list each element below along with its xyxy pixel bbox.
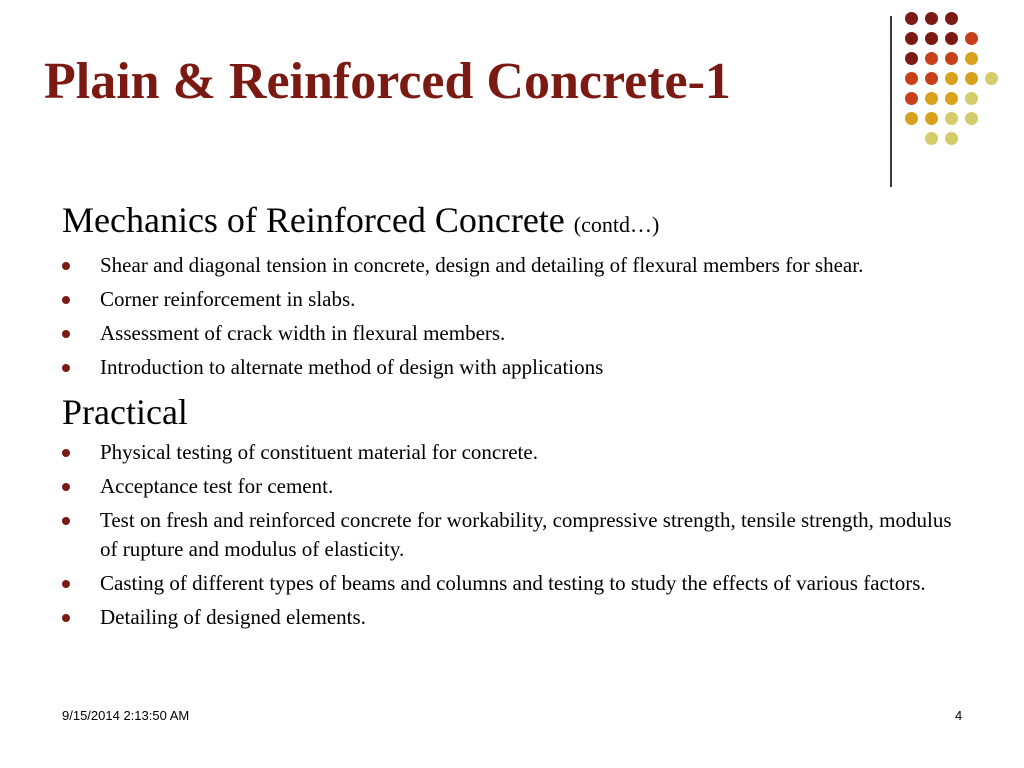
list-item-text: Test on fresh and reinforced concrete for workability, compressive strength, tensile strength, modulus of rupture and modulus of elasticity.: [100, 508, 952, 561]
list-item: [62, 506, 962, 564]
decorative-dot: [925, 92, 938, 105]
decorative-dot: [945, 52, 958, 65]
decorative-dot: [905, 32, 918, 45]
decorative-dot: [945, 92, 958, 105]
decorative-dot: [965, 72, 978, 85]
section-heading-practical: Practical: [62, 392, 188, 432]
decorative-dot: [925, 112, 938, 125]
bullet-list-practical: [62, 438, 962, 632]
decorative-dot: [965, 112, 978, 125]
list-item: [62, 285, 962, 314]
list-item-text: Introduction to alternate method of design with applications: [100, 355, 604, 379]
slide-body: [62, 196, 962, 637]
decorative-dot: [945, 32, 958, 45]
decorative-dot: [945, 132, 958, 145]
bullet-dot-icon: [62, 614, 70, 622]
list-item: [62, 603, 962, 632]
bullet-list-mechanics: [62, 251, 962, 382]
decorative-dot-grid: [905, 12, 1015, 172]
bullet-dot-icon: [62, 364, 70, 372]
section-heading-suffix: (contd…): [573, 212, 660, 237]
decorative-dot: [905, 92, 918, 105]
section-heading-text: Mechanics of Reinforced Concrete: [62, 200, 565, 240]
list-item: [62, 472, 962, 501]
list-item: [62, 319, 962, 348]
decorative-dot: [945, 72, 958, 85]
decorative-dot: [965, 92, 978, 105]
decorative-dot: [925, 132, 938, 145]
list-item: [62, 438, 962, 467]
bullet-dot-icon: [62, 330, 70, 338]
bullet-dot-icon: [62, 449, 70, 457]
bullet-dot-icon: [62, 483, 70, 491]
decorative-dot: [905, 72, 918, 85]
list-item: [62, 353, 962, 382]
bullet-dot-icon: [62, 580, 70, 588]
list-item-text: Casting of different types of beams and columns and testing to study the effects of various factors.: [100, 571, 926, 595]
decorative-dot: [965, 32, 978, 45]
bullet-dot-icon: [62, 517, 70, 525]
decorative-dot: [985, 72, 998, 85]
list-item: [62, 569, 962, 598]
list-item-text: Corner reinforcement in slabs.: [100, 287, 356, 311]
decorative-dot: [945, 112, 958, 125]
decorative-dot: [905, 112, 918, 125]
list-item-text: Detailing of designed elements.: [100, 605, 366, 629]
bullet-dot-icon: [62, 262, 70, 270]
decorative-dot: [965, 52, 978, 65]
decorative-dot: [925, 12, 938, 25]
list-item: [62, 251, 962, 280]
list-item-text: Physical testing of constituent material for concrete.: [100, 440, 538, 464]
list-item-text: Shear and diagonal tension in concrete, design and detailing of flexural members for shear.: [100, 253, 864, 277]
decorative-dot: [945, 12, 958, 25]
decorative-dot: [925, 32, 938, 45]
slide-title: Plain & Reinforced Concrete-1: [44, 53, 731, 110]
decorative-dot: [905, 52, 918, 65]
section-heading-mechanics: [62, 196, 962, 249]
decorative-dot: [905, 12, 918, 25]
decorative-dot: [925, 52, 938, 65]
footer-page-number: 4: [955, 708, 963, 723]
decorative-dot: [925, 72, 938, 85]
footer-date: 9/15/2014 2:13:50 AM: [62, 708, 190, 723]
vertical-divider: [890, 16, 892, 187]
bullet-dot-icon: [62, 296, 70, 304]
list-item-text: Assessment of crack width in flexural members.: [100, 321, 506, 345]
list-item-text: Acceptance test for cement.: [100, 474, 334, 498]
